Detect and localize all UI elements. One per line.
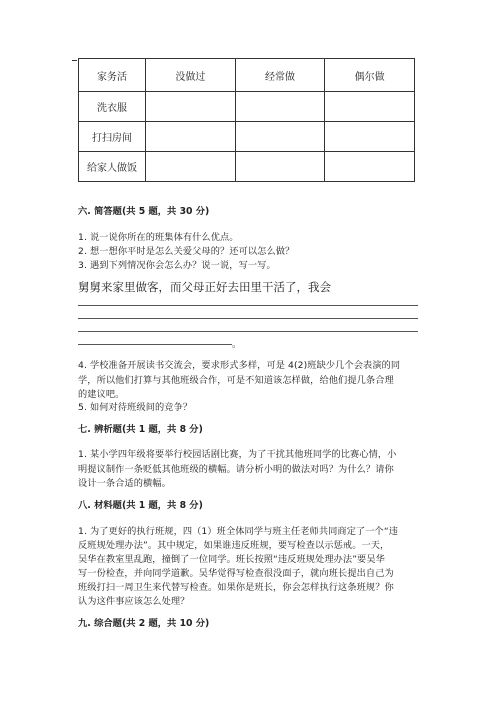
table-row <box>79 92 415 122</box>
question-text: 5. 如何对待班级间的竞争？ <box>78 402 193 413</box>
question-text: 的建议吧。 <box>78 389 125 400</box>
table-header-cell: 家务活 <box>79 59 146 92</box>
question-text: 1. 某小学四年级将要举行校园话剧比赛，为了干扰其他班同学的比赛心情，小 <box>78 449 397 460</box>
answer-line[interactable] <box>78 331 418 332</box>
table-cell[interactable] <box>146 92 236 122</box>
table-cell[interactable] <box>325 92 415 122</box>
section-heading: 九. 综合题(共 2 题，共 10 分) <box>78 618 210 629</box>
answer-line[interactable] <box>78 305 418 306</box>
table-row <box>79 122 415 152</box>
question-text: 1. 为了更好的执行班规，四（1）班全体同学与班主任老师共同商定了一个“违 <box>78 526 398 537</box>
question-text: 写一份检查，并向同学道歉。吴华觉得写检查很没面子，就向班长提出自己为 <box>78 568 394 579</box>
question-text: 3. 遇到下列情况你会怎么办？说一说，写一写。 <box>78 260 276 271</box>
table-row-label: 给家人做饭 <box>79 152 146 182</box>
question-text: 认为这件事应该怎么处理？ <box>78 596 190 607</box>
table-header-cell: 偶尔做 <box>325 59 415 92</box>
table-row <box>79 152 415 182</box>
question-text: 学，所以他们打算与其他班级合作，可是不知道该怎样做，给他们提几条合理 <box>78 375 394 386</box>
question-text: 班级打扫一周卫生来代替写检查。如果你是班长，你会怎样执行这条班规？你 <box>78 582 394 593</box>
table-cell[interactable] <box>325 122 415 152</box>
table-cell[interactable] <box>235 92 325 122</box>
answer-end-mark: 。 <box>232 339 242 350</box>
section-heading: 八. 材料题(共 1 题，共 8 分) <box>78 500 203 511</box>
section-heading: 六. 简答题(共 5 题，共 30 分) <box>78 206 210 217</box>
question-text: 反班规处理办法”。其中规定，如果谁违反班规，要写检查以示惩戒。一天， <box>78 540 390 551</box>
question-text: 2. 想一想你平时是怎么关爱父母的？还可以怎么做？ <box>78 246 295 257</box>
answer-line[interactable] <box>78 344 232 345</box>
table-header-cell: 没做过 <box>146 59 236 92</box>
table-cell[interactable] <box>235 122 325 152</box>
scenario-text: 舅舅来家里做客，而父母正好去田里干活了，我会 <box>78 280 331 294</box>
table-header-cell: 经常做 <box>235 59 325 92</box>
section-heading: 七. 辨析题(共 1 题，共 8 分) <box>78 424 203 435</box>
table-cell[interactable] <box>146 152 236 182</box>
answer-line[interactable] <box>78 318 418 319</box>
question-text: 吴华在教室里乱跑，撞倒了一位同学。班长按照“违反班规处理办法”要吴华 <box>78 554 385 565</box>
question-text: 4. 学校准备开展读书交流会，要求形式多样，可是 4(2)班缺少几个会表演的同 <box>78 360 401 371</box>
table-row-label: 洗衣服 <box>79 92 146 122</box>
corner-mark <box>72 60 77 61</box>
question-text: 1. 说一说你所在的班集体有什么优点。 <box>78 232 239 243</box>
table-cell[interactable] <box>325 152 415 182</box>
table-row-label: 打扫房间 <box>79 122 146 152</box>
table-header-row <box>79 59 415 92</box>
table-cell[interactable] <box>146 122 236 152</box>
question-text: 设计一条合适的横幅。 <box>78 478 171 489</box>
question-text: 明提议制作一条贬低其他班级的横幅。请分析小明的做法对吗？为什么？请你 <box>78 464 394 475</box>
chores-table <box>78 58 415 182</box>
table-cell[interactable] <box>235 152 325 182</box>
